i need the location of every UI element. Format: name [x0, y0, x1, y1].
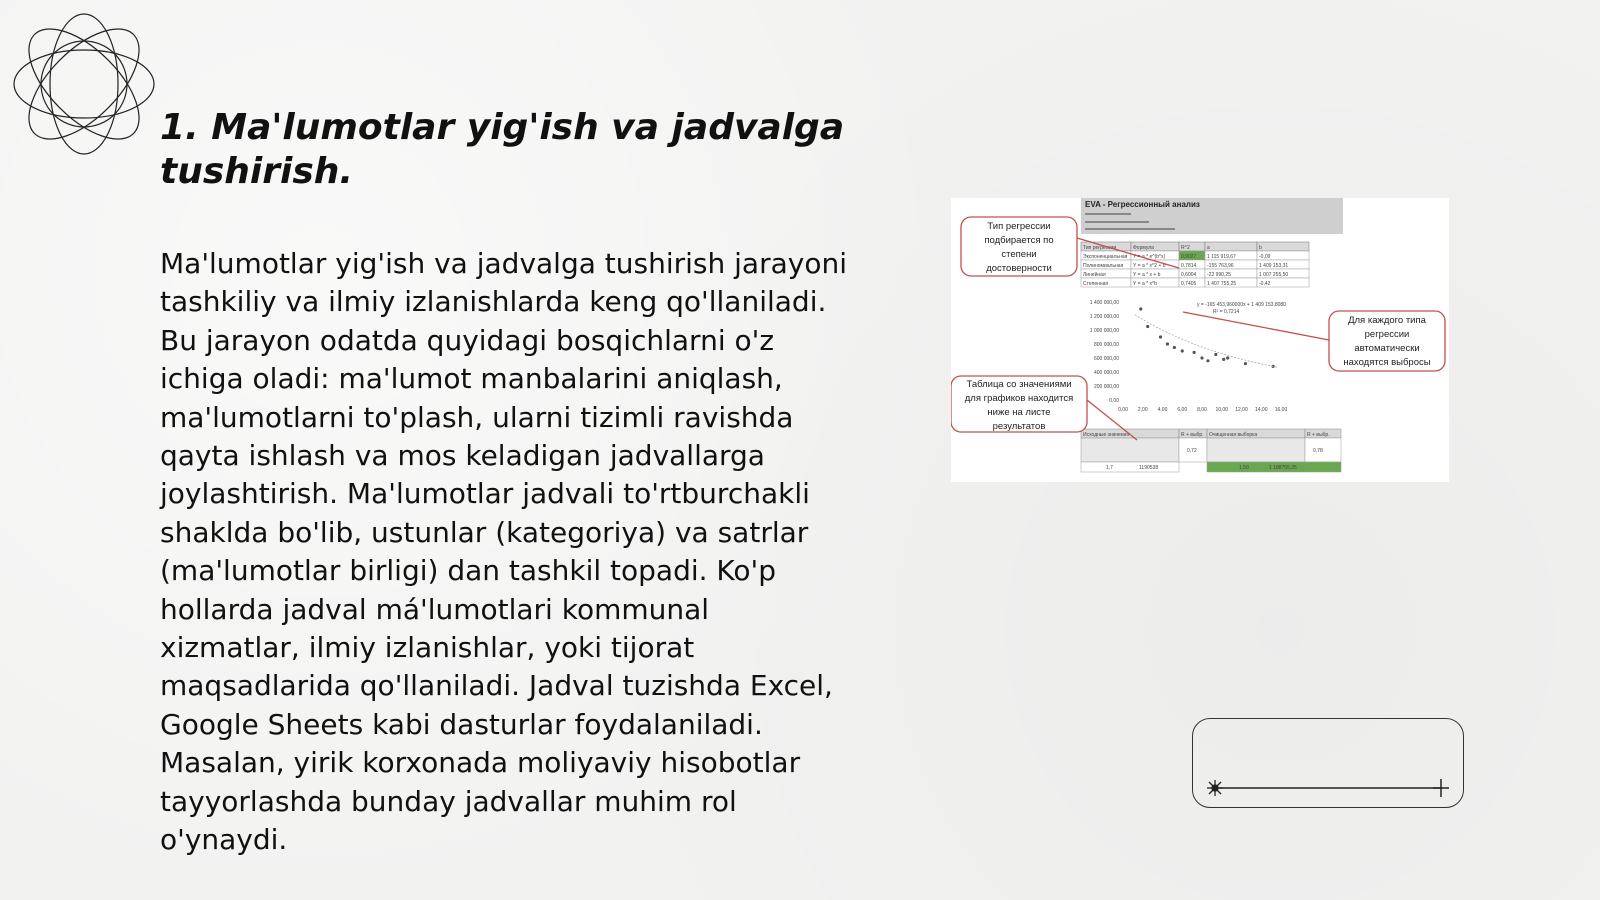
- results-header-text: Очищенная выборка: [1209, 432, 1258, 438]
- results-value: 1 188755,25: [1269, 465, 1297, 471]
- table-header-cell: [1257, 242, 1309, 251]
- scatter-point: [1222, 358, 1225, 361]
- callout-line: Для каждого типа: [1348, 315, 1426, 326]
- scatter-point: [1226, 356, 1229, 359]
- x-tick-label: 16,00: [1274, 407, 1288, 413]
- results-value: 0,72: [1187, 448, 1197, 454]
- timeline-drawing: [1193, 719, 1465, 809]
- results-cell: [1081, 438, 1179, 462]
- regression-spreadsheet-drawing: [951, 198, 1449, 482]
- scatter-point: [1139, 307, 1142, 310]
- trend-line: [1135, 315, 1277, 368]
- scatter-point: [1193, 351, 1196, 354]
- trend-equation: y = -165 453,960000x + 1 409 153,8080: [1197, 302, 1286, 308]
- scatter-point: [1146, 325, 1149, 328]
- sheet-title: EVA - Регрессионный анализ: [1085, 200, 1200, 209]
- results-cell: [1207, 438, 1305, 462]
- table-cell-text: Y = a * e^(b*x): [1133, 254, 1166, 260]
- table-cell-text: 0,7814: [1181, 263, 1197, 269]
- scatter-chart: [1090, 300, 1288, 413]
- scatter-point: [1173, 346, 1176, 349]
- slide-body-text: Ma'lumotlar yig'ish va jadvalga tushirish jarayoni tashkiliy va ilmiy izlanishlarda keng qo'llaniladi. Bu jarayon odatda quyidagi bosqichlarni o'z ichiga oladi: ma'lumot manbalarini aniqlash, ma'lumotlarni to'plash, ularni tizimli ravishda qayta ishlash va mos keladigan jadvallarga joylashtirish. Ma'lumotlar jadvali to'rtburchakli shaklda bo'lib, ustunlar (kategoriya) va satrlar (ma'lumotlar birligi) dan tashkil topadi. Ko'p hollarda jadval má'lumotlari kommunal xizmatlar, ilmiy izlanishlar, yoki tijorat maqsadlarida qo'llaniladi. Jadval tuzishda Excel, Google Sheets kabi dasturlar foydalaniladi. Masalan, yirik korxonada moliyaviy hisobotlar tayyorlashda bunday jadvallar muhim rol o'ynaydi.: [160, 247, 847, 857]
- callout-line: результатов: [992, 421, 1046, 432]
- sun-icon: [1207, 780, 1223, 796]
- table-cell-text: 0,6004: [1181, 272, 1197, 278]
- y-tick-label: 800 000,00: [1093, 342, 1119, 348]
- timeline-card: [1192, 718, 1464, 808]
- y-tick-label: 400 000,00: [1093, 370, 1119, 376]
- callout-line: регрессии: [1364, 329, 1410, 340]
- callout-right: [1183, 311, 1445, 371]
- table-cell-text: 0,7405: [1181, 281, 1197, 287]
- y-tick-label: 200 000,00: [1093, 384, 1119, 390]
- y-tick-label: 1 200 000,00: [1089, 314, 1119, 320]
- table-cell-text: 1 115 919,67: [1207, 254, 1236, 260]
- results-table: [1081, 429, 1341, 472]
- table-cell-text: -22 990,25: [1207, 272, 1231, 278]
- x-tick-label: 0,00: [1118, 407, 1128, 413]
- callout-line: автоматически: [1354, 343, 1420, 354]
- table-header-text: Формула: [1133, 245, 1154, 251]
- table-cell-text: 1 007 255,50: [1259, 272, 1289, 278]
- y-tick-label: 0,00: [1109, 398, 1119, 404]
- table-cell-text: 1 407 755,25: [1207, 281, 1237, 287]
- x-tick-label: 14,00: [1254, 407, 1268, 413]
- cross-marker-icon: [1433, 779, 1449, 797]
- table-cell-text: Линейная: [1083, 272, 1106, 278]
- callout-line: степени: [1001, 249, 1037, 260]
- table-header-text: a: [1207, 245, 1210, 251]
- callout-line: для графиков находится: [964, 393, 1074, 404]
- regression-spreadsheet-image: [951, 198, 1449, 482]
- results-value: 1,50: [1239, 465, 1249, 471]
- scatter-point: [1166, 342, 1169, 345]
- callout-line: Таблица со значениями: [966, 379, 1072, 390]
- table-cell-text: Экспоненциальная: [1083, 254, 1128, 260]
- table-cell-text: -0,09: [1259, 254, 1271, 260]
- table-cell-text: 0,9027: [1181, 254, 1197, 260]
- table-header-text: Тип регрессии: [1083, 245, 1117, 251]
- scatter-point: [1200, 356, 1203, 359]
- table-header-text: b: [1259, 245, 1262, 251]
- table-cell-text: -0,42: [1259, 281, 1271, 287]
- results-cell: [1305, 438, 1341, 462]
- x-tick-label: 2,00: [1137, 407, 1148, 413]
- x-tick-label: 8,00: [1197, 407, 1207, 413]
- callout-line: Тип регрессии: [987, 221, 1051, 232]
- scatter-point: [1159, 335, 1162, 338]
- callout-line: находятся выбросы: [1343, 357, 1431, 368]
- table-cell-text: Y = a * x^2 + b: [1133, 263, 1166, 269]
- results-header-text: R + выбр.: [1307, 432, 1330, 438]
- results-cell: [1081, 462, 1179, 472]
- results-header-text: R + выбр.: [1181, 432, 1204, 438]
- x-tick-label: 6,00: [1177, 407, 1188, 413]
- callout-line: достоверности: [986, 263, 1052, 274]
- scatter-point: [1206, 359, 1209, 362]
- scatter-point: [1181, 349, 1184, 352]
- table-cell-text: -155 763,96: [1207, 263, 1234, 269]
- callout-line: ниже на листе: [987, 407, 1051, 418]
- r-squared-label: R² = 0,7214: [1213, 309, 1240, 315]
- x-tick-label: 10,00: [1215, 407, 1229, 413]
- results-header-text: Исходные значения: [1083, 432, 1130, 438]
- y-tick-label: 1 400 000,00: [1089, 300, 1119, 306]
- circular-rings-icon: [10, 10, 158, 158]
- results-value: 1190538: [1139, 465, 1159, 471]
- x-tick-label: 4,00: [1157, 407, 1168, 413]
- scatter-point: [1214, 353, 1217, 356]
- results-value: 0,78: [1313, 448, 1323, 454]
- slide-title: 1. Ma'lumotlar yig'ish va jadvalga tushirish.: [160, 107, 845, 192]
- x-tick-label: 12,00: [1235, 407, 1248, 413]
- y-tick-label: 600 000,00: [1093, 356, 1119, 362]
- table-cell-text: 1 409 153,31: [1259, 263, 1289, 269]
- results-value: 1,7: [1106, 465, 1113, 471]
- table-cell-text: Степенная: [1083, 281, 1109, 287]
- table-header-text: R^2: [1181, 245, 1190, 251]
- scatter-point: [1244, 362, 1247, 365]
- y-tick-label: 1 000 000,00: [1089, 328, 1119, 334]
- table-cell-text: Полиномиальная: [1083, 263, 1124, 269]
- table-header-cell: [1205, 242, 1257, 251]
- table-cell-text: Y = a * x^b: [1133, 281, 1158, 287]
- callout-line: подбирается по: [984, 235, 1054, 246]
- table-cell-text: Y = a * x + b: [1133, 272, 1161, 278]
